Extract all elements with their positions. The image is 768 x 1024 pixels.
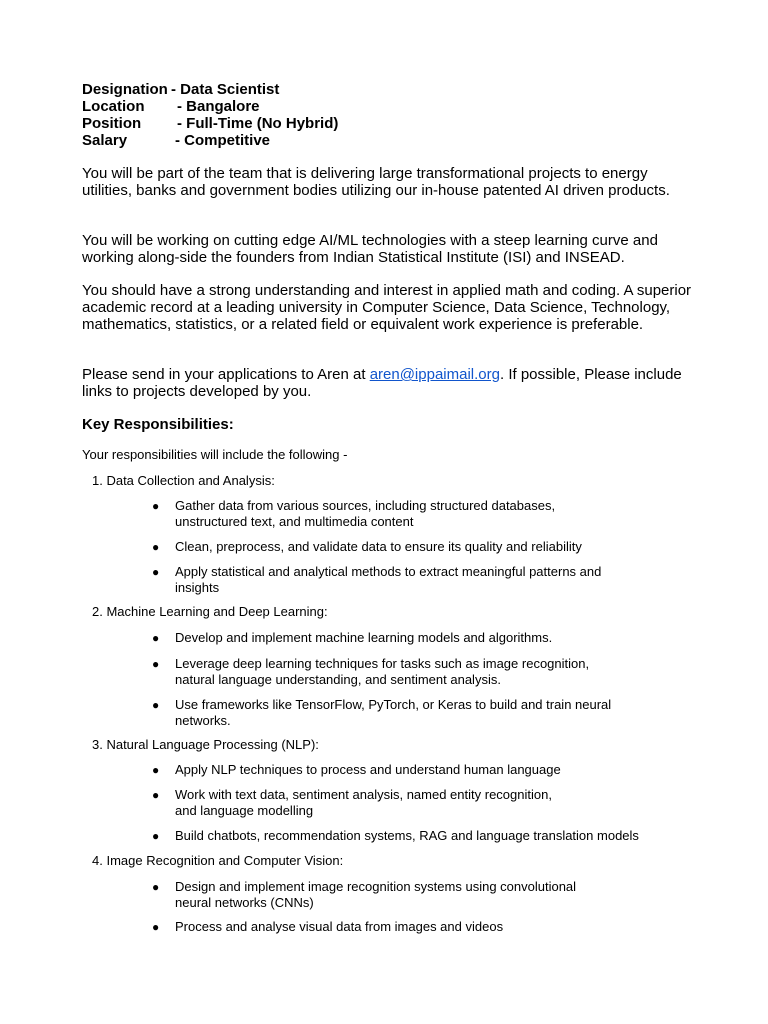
application-text-after: . If possible, Please include links to projects developed by you. — [82, 366, 682, 400]
key-responsibilities-heading: Key Responsibilities: — [82, 416, 234, 433]
bullet-icon: ● — [152, 920, 160, 934]
position-value: - Full-Time (No Hybrid) — [177, 115, 339, 132]
list-item — [152, 498, 692, 530]
technology-paragraph: You will be working on cutting edge AI/ML technologies with a steep learning curve and working along-side the founders from Indian Statistical Institute (ISI) and INSEAD. — [82, 232, 658, 266]
list-item-text: Use frameworks like TensorFlow, PyTorch, or Keras to build and train neural networks. — [175, 697, 612, 728]
list-item — [152, 656, 692, 688]
bullet-icon: ● — [152, 657, 160, 671]
bullet-icon: ● — [152, 788, 160, 802]
bullet-icon: ● — [152, 880, 160, 894]
requirements-paragraph: You should have a strong understanding and interest in applied math and coding. A superior academic record at a leading university in Computer Science, Data Science, Technology, mathematics, statistics, or a related field or equivalent work experience is preferable. — [82, 282, 692, 333]
location-value: - Bangalore — [177, 98, 260, 115]
position-label: Position — [82, 115, 142, 132]
list-item — [152, 564, 692, 596]
list-item-text: Apply NLP techniques to process and understand human language — [175, 762, 561, 777]
list-item — [152, 630, 692, 646]
section-title-data-collection: 1. Data Collection and Analysis: — [92, 473, 275, 488]
responsibilities-intro: Your responsibilities will include the following - — [82, 447, 348, 462]
bullet-icon: ● — [152, 565, 160, 579]
job-summary — [82, 81, 338, 149]
salary-row — [82, 132, 338, 149]
designation-row — [82, 81, 338, 98]
list-item-text: Build chatbots, recommendation systems, RAG and language translation models — [175, 828, 639, 843]
section-title-computer-vision: 4. Image Recognition and Computer Vision: — [92, 853, 344, 868]
list-item-text: Apply statistical and analytical methods to extract meaningful patterns and insights — [175, 564, 602, 595]
application-paragraph — [82, 366, 692, 400]
team-paragraph: You will be part of the team that is delivering large transformational projects to energy utilities, banks and government bodies utilizing our in-house patented AI driven products. — [82, 165, 670, 199]
list-item-text: Leverage deep learning techniques for tasks such as image recognition, natural language understanding, and sentiment analysis. — [175, 656, 590, 687]
bullet-icon: ● — [152, 763, 160, 777]
list-item-text: Develop and implement machine learning models and algorithms. — [175, 630, 553, 645]
list-item — [152, 539, 692, 555]
list-item — [152, 787, 692, 819]
position-row — [82, 115, 338, 132]
designation-value: - Data Scientist — [171, 81, 280, 98]
bullet-icon: ● — [152, 829, 160, 843]
bullet-icon: ● — [152, 631, 160, 645]
list-item — [152, 828, 692, 844]
list-item-text: Gather data from various sources, including structured databases, unstructured text, and multimedia content — [175, 498, 556, 529]
salary-label: Salary — [82, 132, 128, 149]
email-link[interactable]: aren@ippaimail.org — [369, 366, 500, 383]
location-row — [82, 98, 338, 115]
bullet-icon: ● — [152, 499, 160, 513]
list-item-text: Design and implement image recognition systems using convolutional neural networks (CNNs) — [175, 879, 577, 910]
section-title-nlp: 3. Natural Language Processing (NLP): — [92, 737, 319, 752]
location-label: Location — [82, 98, 145, 115]
list-item — [152, 762, 692, 778]
list-item — [152, 919, 692, 935]
list-item — [152, 697, 692, 729]
list-item-text: Process and analyse visual data from images and videos — [175, 919, 504, 934]
section-title-machine-learning: 2. Machine Learning and Deep Learning: — [92, 604, 328, 619]
list-item-text: Work with text data, sentiment analysis, named entity recognition, and language modelling — [175, 787, 552, 818]
bullet-icon: ● — [152, 540, 160, 554]
application-text-before: Please send in your applications to Aren at — [82, 366, 370, 383]
designation-label: Designation — [82, 81, 168, 98]
bullet-icon: ● — [152, 698, 160, 712]
salary-value: - Competitive — [175, 132, 271, 149]
list-item — [152, 879, 692, 911]
list-item-text: Clean, preprocess, and validate data to ensure its quality and reliability — [175, 539, 582, 554]
